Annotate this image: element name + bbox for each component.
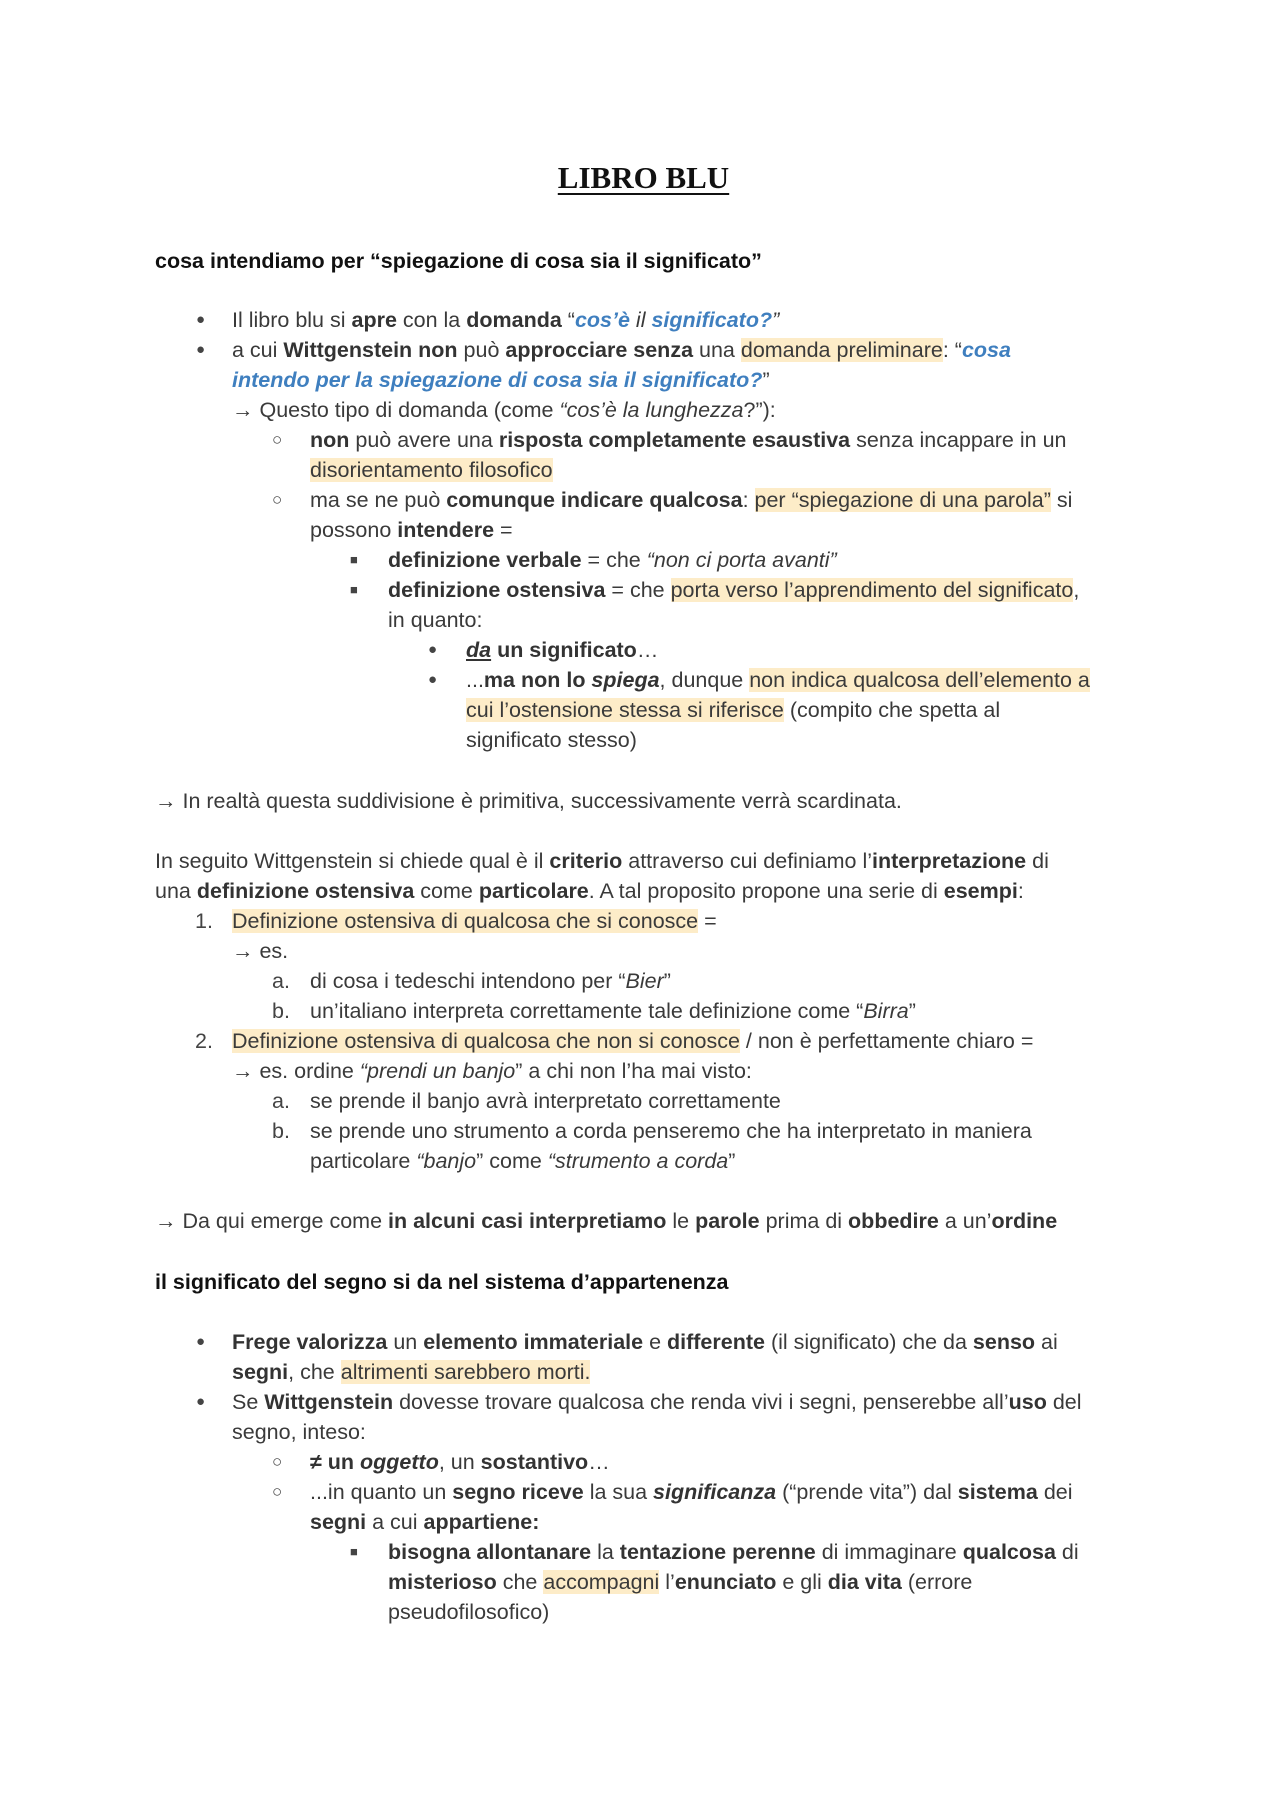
circle-marker: ○ [272,490,283,509]
bullet-marker: ● [196,1333,206,1350]
list-item: Il libro blu si apre con la domanda “cos’è il significato?” [232,308,780,332]
arrow-line: → es. [232,939,289,963]
list-item-continuation: pseudofilosofico) [388,1600,550,1624]
list-item: ...ma non lo spiega, dunque non indica qualcosa dell’elemento a [466,668,1090,692]
list-item-continuation: significato stesso) [466,728,637,752]
list-item: ...in quanto un segno riceve la sua significanza (“prende vita”) dal sistema dei [310,1480,1073,1504]
list-item-continuation: cui l’ostensione stessa si riferisce (compito che spetta al [466,698,1001,722]
list-item-continuation: segno, inteso: [232,1420,366,1444]
list-item: non può avere una risposta completamente esaustiva senza incappare in un [310,428,1067,452]
list-item: definizione verbale = che “non ci porta avanti” [388,548,837,572]
circle-marker: ○ [272,1482,283,1501]
arrow-line: → es. ordine “prendi un banjo” a chi non l’ha mai visto: [232,1059,752,1083]
list-item-continuation: intendo per la spiegazione di cosa sia il significato?” [232,368,770,392]
bullet-marker: ● [196,1393,206,1410]
list-item-continuation: particolare “banjo” come “strumento a corda” [310,1149,736,1173]
list-item-continuation: segni a cui appartiene: [310,1510,540,1534]
section-heading-2: il significato del segno si da nel sistema d’appartenenza [155,1270,729,1294]
bullet-marker: ● [428,641,438,658]
list-item: se prende il banjo avrà interpretato correttamente [310,1089,781,1113]
list-item-continuation: misterioso che accompagni l’enunciato e gli dia vita (errore [388,1570,973,1594]
letter-marker: a. [272,1089,290,1113]
circle-marker: ○ [272,1452,283,1471]
list-item-continuation: possono intendere = [310,518,513,542]
letter-marker: b. [272,1119,290,1143]
list-item-continuation: in quanto: [388,608,483,632]
list-item: se prende uno strumento a corda penseremo che ha interpretato in maniera [310,1119,1032,1143]
list-item: Se Wittgenstein dovesse trovare qualcosa che renda vivi i segni, penserebbe all’uso del [232,1390,1082,1414]
section-heading-1: cosa intendiamo per “spiegazione di cosa sia il significato” [155,249,762,273]
square-marker: ■ [350,1544,358,1559]
list-item: ≠ un oggetto, un sostantivo… [310,1450,610,1474]
page-title: LIBRO BLU [557,160,730,195]
paragraph: → Da qui emerge come in alcuni casi interpretiamo le parole prima di obbedire a un’ordine [155,1209,1058,1233]
list-item-continuation: disorientamento filosofico [310,458,553,482]
list-item: ma se ne può comunque indicare qualcosa: per “spiegazione di una parola” si [310,488,1073,512]
square-marker: ■ [350,582,358,597]
letter-marker: b. [272,999,290,1023]
circle-marker: ○ [272,430,283,449]
list-item: Definizione ostensiva di qualcosa che non si conosce / non è perfettamente chiaro = [232,1029,1034,1053]
list-item: da un significato… [466,638,659,662]
list-item: un’italiano interpreta correttamente tale definizione come “Birra” [310,999,916,1023]
list-item-continuation: segni, che altrimenti sarebbero morti. [232,1360,591,1384]
bullet-marker: ● [196,311,206,328]
list-item: a cui Wittgenstein non può approcciare senza una domanda preliminare: “cosa [232,338,1011,362]
square-marker: ■ [350,552,358,567]
bullet-marker: ● [428,671,438,688]
list-item: bisogna allontanare la tentazione perenne di immaginare qualcosa di [388,1540,1079,1564]
bullet-marker: ● [196,341,206,358]
number-marker: 1. [195,909,213,933]
arrow-line: → Questo tipo di domanda (come “cos’è la lunghezza?”): [232,398,776,422]
letter-marker: a. [272,969,290,993]
number-marker: 2. [195,1029,213,1053]
list-item: di cosa i tedeschi intendono per “Bier” [310,969,671,993]
paragraph: → In realtà questa suddivisione è primitiva, successivamente verrà scardinata. [155,789,902,813]
paragraph-continuation: una definizione ostensiva come particolare. A tal proposito propone una serie di esempi: [155,879,1024,903]
list-item: definizione ostensiva = che porta verso l’apprendimento del significato, [388,578,1080,602]
list-item: Definizione ostensiva di qualcosa che si conosce = [232,909,717,933]
paragraph: In seguito Wittgenstein si chiede qual è il criterio attraverso cui definiamo l’interpretazione di [155,849,1049,873]
list-item: Frege valorizza un elemento immateriale e differente (il significato) che da senso ai [232,1330,1058,1354]
